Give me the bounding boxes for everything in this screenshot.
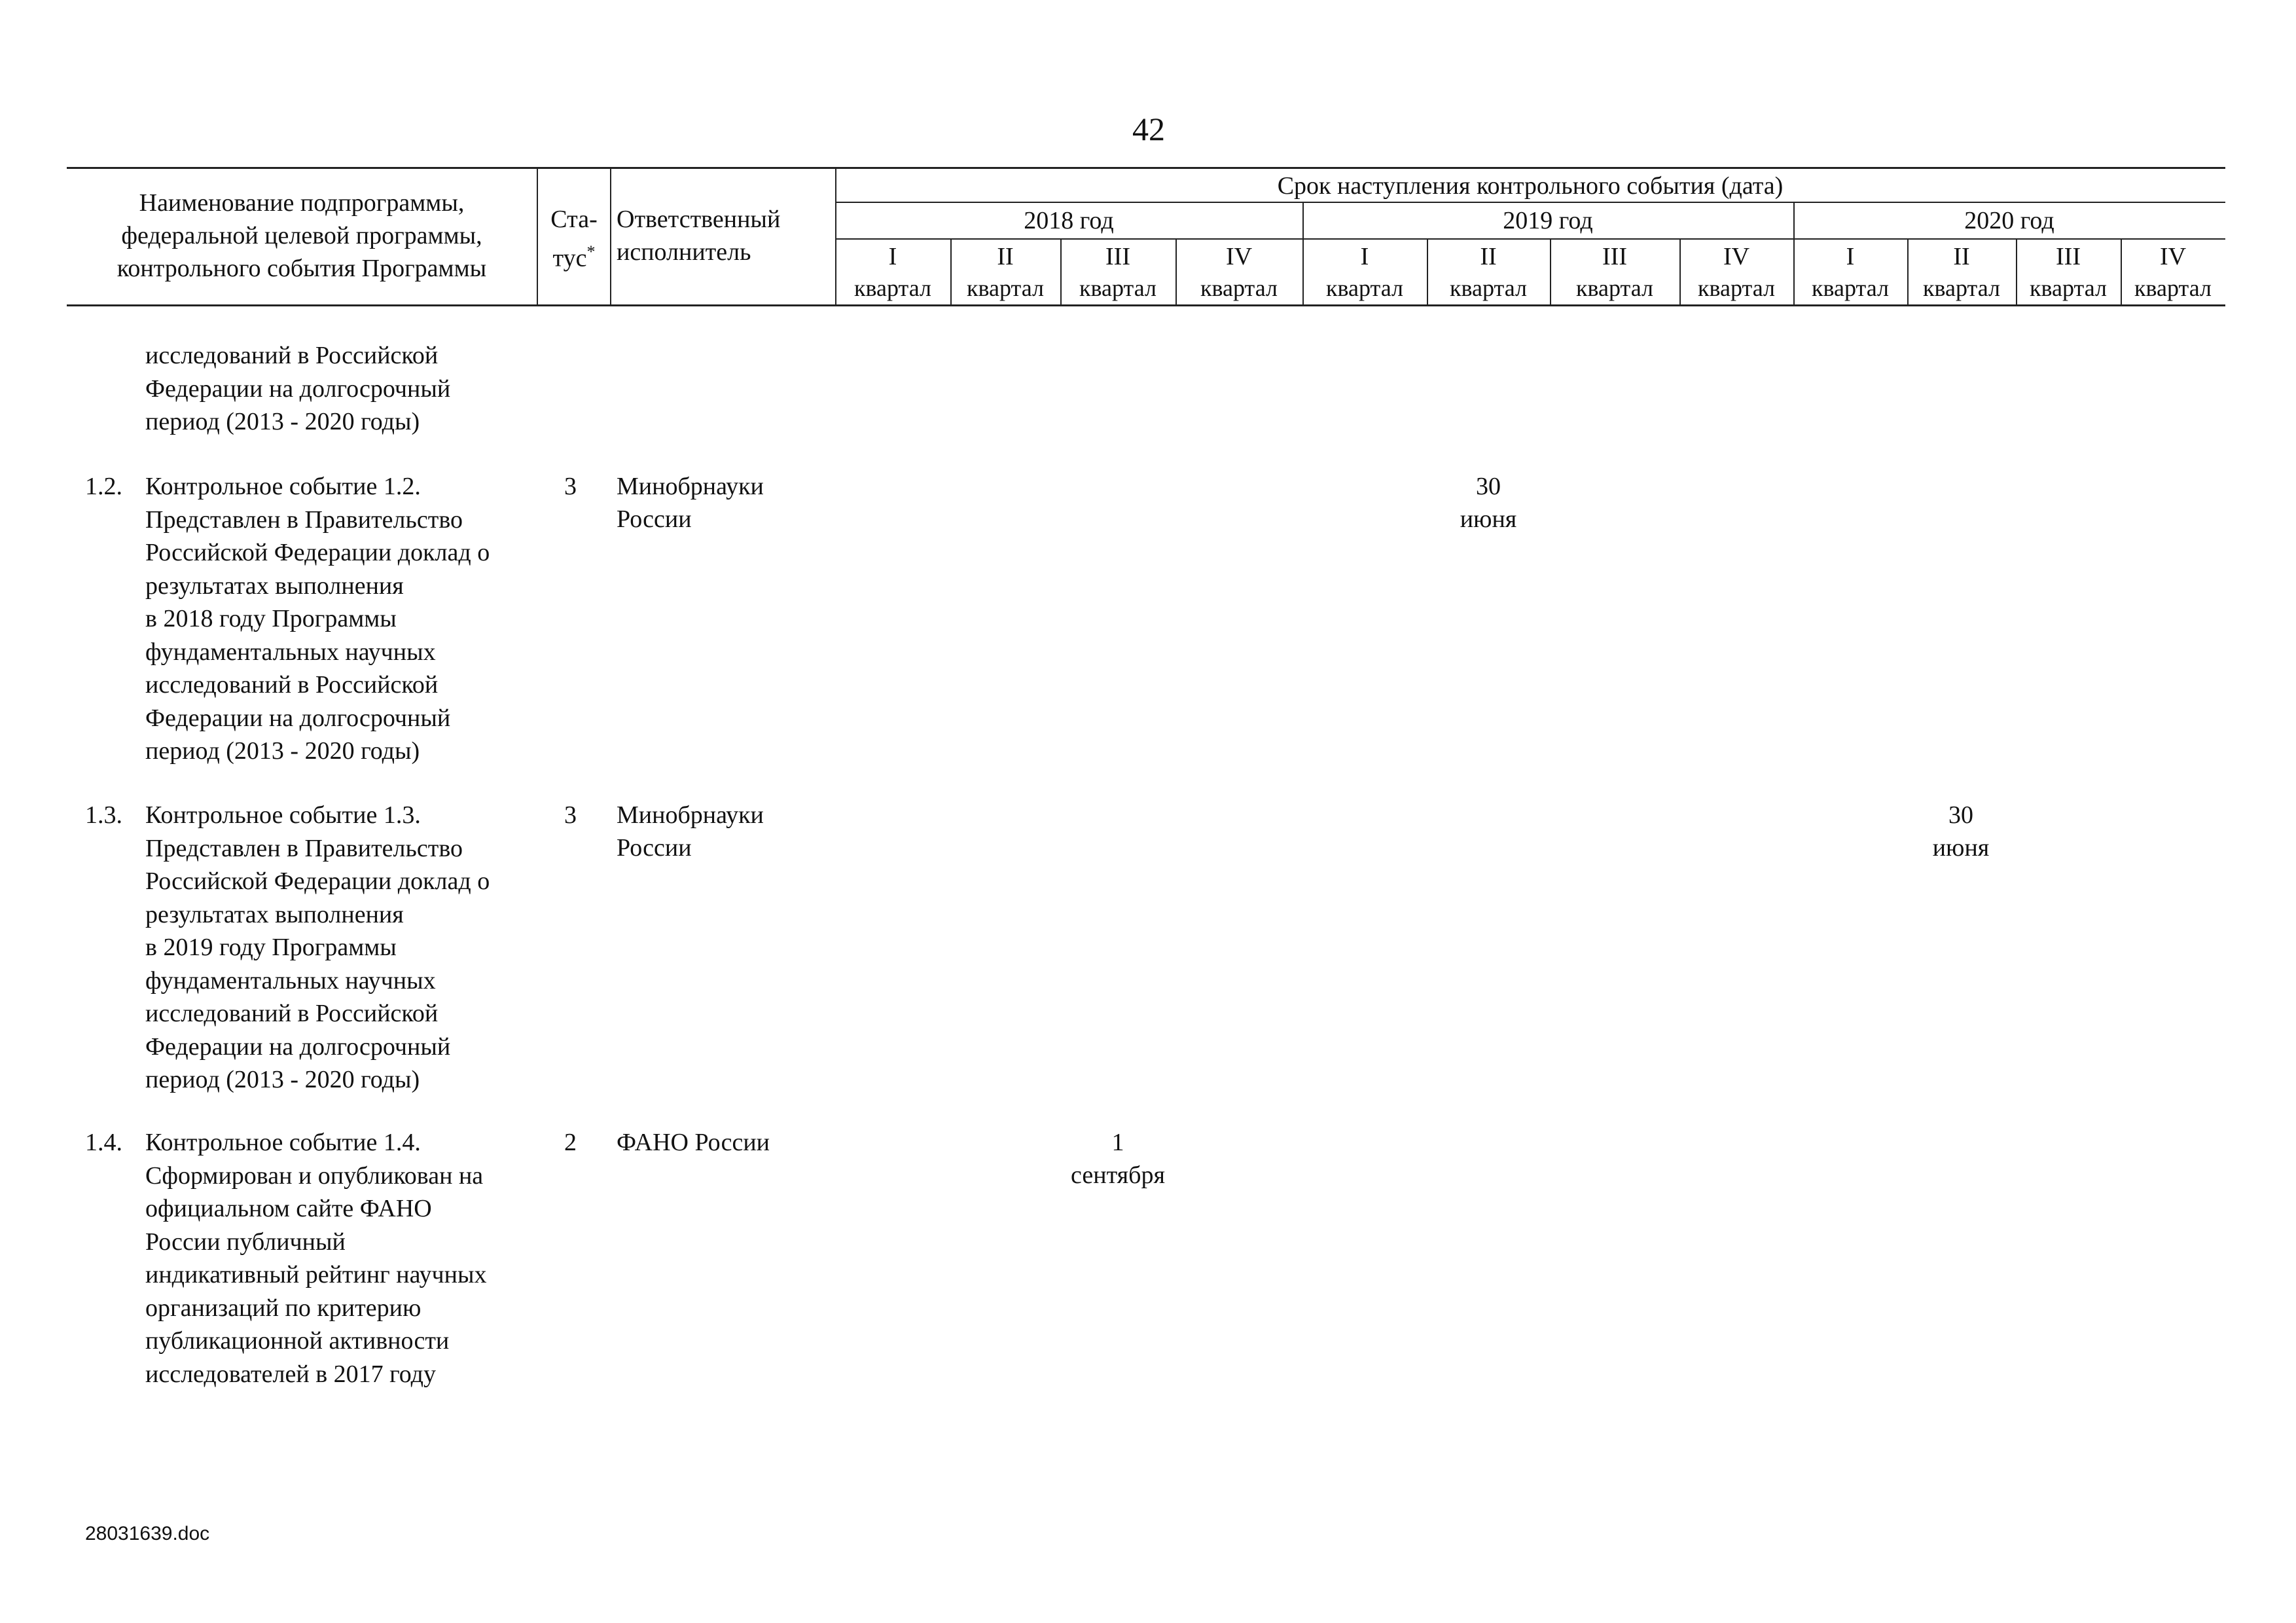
quarter-numeral: I <box>1360 243 1369 270</box>
event-description: Контрольное событие 1.2. Представлен в Правительство Российской Федерации доклад о результатах выполнения в 2018 году Программы фундаментальных научных исследований в Российской Федерации на долгосрочный период (2013 - 2020 годы) <box>145 473 490 765</box>
quarter-label: квартал <box>1450 275 1527 301</box>
year-2018-header: 2018 год <box>1024 207 1114 234</box>
quarter-label: квартал <box>1200 275 1278 301</box>
quarter-label: квартал <box>1576 275 1653 301</box>
event-date: 30 июня <box>1932 801 1990 862</box>
quarter-label: квартал <box>1698 275 1775 301</box>
quarter-numeral: II <box>997 243 1014 270</box>
quarter-numeral: IV <box>2159 243 2187 270</box>
quarter-numeral: IV <box>1723 243 1750 270</box>
col-divider-executor <box>610 167 611 305</box>
year-2019-header: 2019 год <box>1503 207 1593 234</box>
event-description: Контрольное событие 1.4. Сформирован и опубликован на официальном сайте ФАНО России публичный индикативный рейтинг научных организаций по критерию публикационной активности исследователей в 2017 году <box>145 1129 487 1388</box>
quarter-label: квартал <box>1326 275 1403 301</box>
executor-value: ФАНО России <box>617 1129 770 1156</box>
executor-value: Минобрнауки России <box>617 473 764 533</box>
executor-value: Минобрнауки России <box>617 801 764 862</box>
row-number: 1.3. <box>85 801 122 829</box>
status-column-header: Ста- тус* <box>550 206 598 272</box>
quarter-numeral: IV <box>1225 243 1253 270</box>
quarter-label: квартал <box>1812 275 1889 301</box>
quarter-numeral: III <box>1105 243 1130 270</box>
quarter-numeral: I <box>888 243 897 270</box>
event-date: 1 сентября <box>1071 1129 1165 1189</box>
name-column-header: Наименование подпрограммы, федеральной целевой программы, контрольного события Программы <box>117 189 487 282</box>
page-number: 42 <box>1132 111 1165 147</box>
document-id: 28031639.doc <box>85 1523 210 1544</box>
row-number: 1.4. <box>85 1129 122 1156</box>
status-footnote-mark: * <box>586 242 596 261</box>
year-2020-header: 2020 год <box>1964 207 2054 234</box>
row-number: 1.2. <box>85 473 122 500</box>
quarter-label: квартал <box>854 275 931 301</box>
deadline-header: Срок наступления контрольного события (дата) <box>1277 172 1784 200</box>
event-date: 30 июня <box>1460 473 1517 533</box>
quarter-label: квартал <box>2134 275 2212 301</box>
quarter-numeral: III <box>2056 243 2081 270</box>
quarter-numeral: I <box>1846 243 1855 270</box>
continuation-text: исследований в Российской Федерации на долгосрочный период (2013 - 2020 годы) <box>145 342 451 435</box>
quarter-label: квартал <box>967 275 1044 301</box>
quarter-label: квартал <box>2030 275 2107 301</box>
status-value: 2 <box>564 1129 577 1156</box>
quarter-numeral: II <box>1953 243 1970 270</box>
status-value: 3 <box>564 473 577 500</box>
event-description: Контрольное событие 1.3. Представлен в Правительство Российской Федерации доклад о результатах выполнения в 2019 году Программы фундаментальных научных исследований в Российской Федерации на долгосрочный период (2013 - 2020 годы) <box>145 801 490 1093</box>
executor-column-header: Ответственный исполнитель <box>617 206 781 266</box>
quarter-label: квартал <box>1923 275 2000 301</box>
header-bottom-border <box>67 304 2225 306</box>
status-value: 3 <box>564 801 577 829</box>
header-top-border <box>67 167 2225 169</box>
quarter-numeral: III <box>1602 243 1627 270</box>
quarter-label: квартал <box>1079 275 1157 301</box>
quarter-numeral: II <box>1480 243 1497 270</box>
